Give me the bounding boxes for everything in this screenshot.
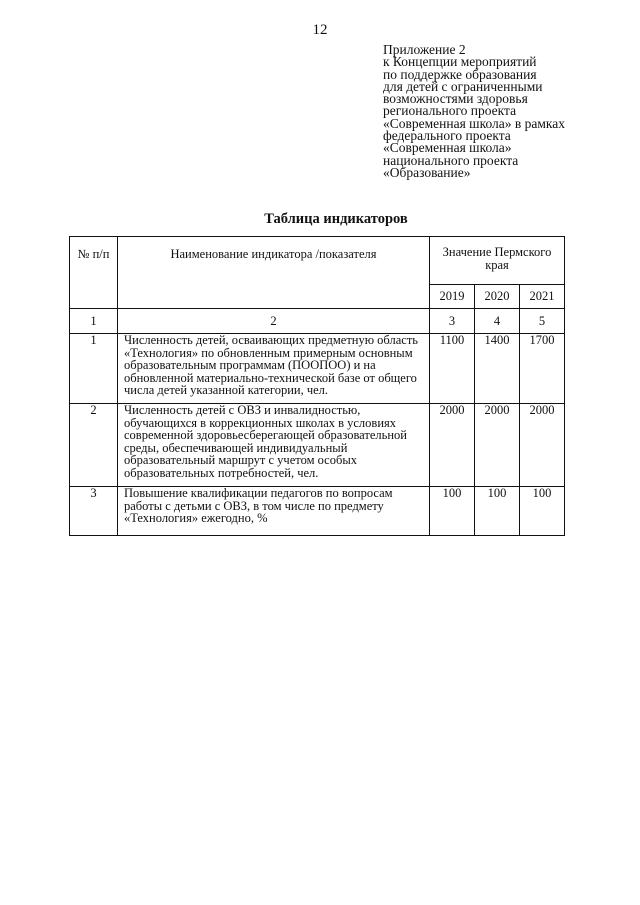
appendix-line: для детей с ограниченными xyxy=(383,78,543,94)
value-2020: 2000 xyxy=(475,404,520,487)
value-2019: 2000 xyxy=(430,404,475,487)
appendix-line: возможностями здоровья xyxy=(383,91,528,107)
appendix-line: по поддержке образования xyxy=(383,66,537,82)
table-title: Таблица индикаторов xyxy=(264,211,408,227)
appendix-line: «Образование» xyxy=(383,164,471,180)
numbering-row xyxy=(70,309,565,334)
column-number: 5 xyxy=(520,309,565,334)
column-number: 2 xyxy=(118,309,430,334)
table-row xyxy=(70,404,565,487)
value-2021: 100 xyxy=(520,487,565,536)
column-number: 3 xyxy=(430,309,475,334)
column-number: 1 xyxy=(70,309,118,334)
row-number: 1 xyxy=(70,334,118,404)
indicator-name: Численность детей, осваивающих предметную область «Технология» по обновленным примерным основным образовательным программам (ПООПОО) и на обновленной материально-технической базе от общего числа детей указанной категории, чел. xyxy=(118,334,430,404)
table-row xyxy=(70,334,565,404)
appendix-block xyxy=(383,44,565,179)
appendix-line: «Современная школа» в рамках xyxy=(383,115,566,131)
appendix-line: к Концепции мероприятий xyxy=(383,54,537,70)
header-name: Наименование индикатора /показателя xyxy=(118,237,430,309)
indicators-table xyxy=(69,236,565,536)
header-row xyxy=(70,237,565,285)
row-number: 3 xyxy=(70,487,118,536)
row-number: 2 xyxy=(70,404,118,487)
value-2020: 100 xyxy=(475,487,520,536)
appendix-line: «Современная школа» xyxy=(383,140,512,156)
indicator-name: Повышение квалификации педагогов по вопросам работы с детьми с ОВЗ, в том числе по предмету «Технология» ежегодно, % xyxy=(118,487,430,536)
column-number: 4 xyxy=(475,309,520,334)
indicator-name: Численность детей с ОВЗ и инвалидностью, обучающихся в коррекционных школах в условиях современной здоровьесберегающей образовательной среды, обеспечивающей индивидуальный образовательный маршрут с учетом особых образовательных потребностей, чел. xyxy=(118,404,430,487)
value-2019: 1100 xyxy=(430,334,475,404)
value-2021: 1700 xyxy=(520,334,565,404)
appendix-line: Приложение 2 xyxy=(383,42,466,57)
page-number: 12 xyxy=(312,22,328,38)
appendix-line: национального проекта xyxy=(383,152,519,168)
header-no: № п/п xyxy=(70,237,118,309)
value-2019: 100 xyxy=(430,487,475,536)
header-year: 2019 xyxy=(430,285,475,309)
header-value-group: Значение Пермского края xyxy=(430,237,565,285)
value-2021: 2000 xyxy=(520,404,565,487)
appendix-line: федерального проекта xyxy=(383,128,511,144)
appendix-line: регионального проекта xyxy=(383,103,517,119)
header-year: 2020 xyxy=(475,285,520,309)
value-2020: 1400 xyxy=(475,334,520,404)
header-year: 2021 xyxy=(520,285,565,309)
table-row xyxy=(70,487,565,536)
